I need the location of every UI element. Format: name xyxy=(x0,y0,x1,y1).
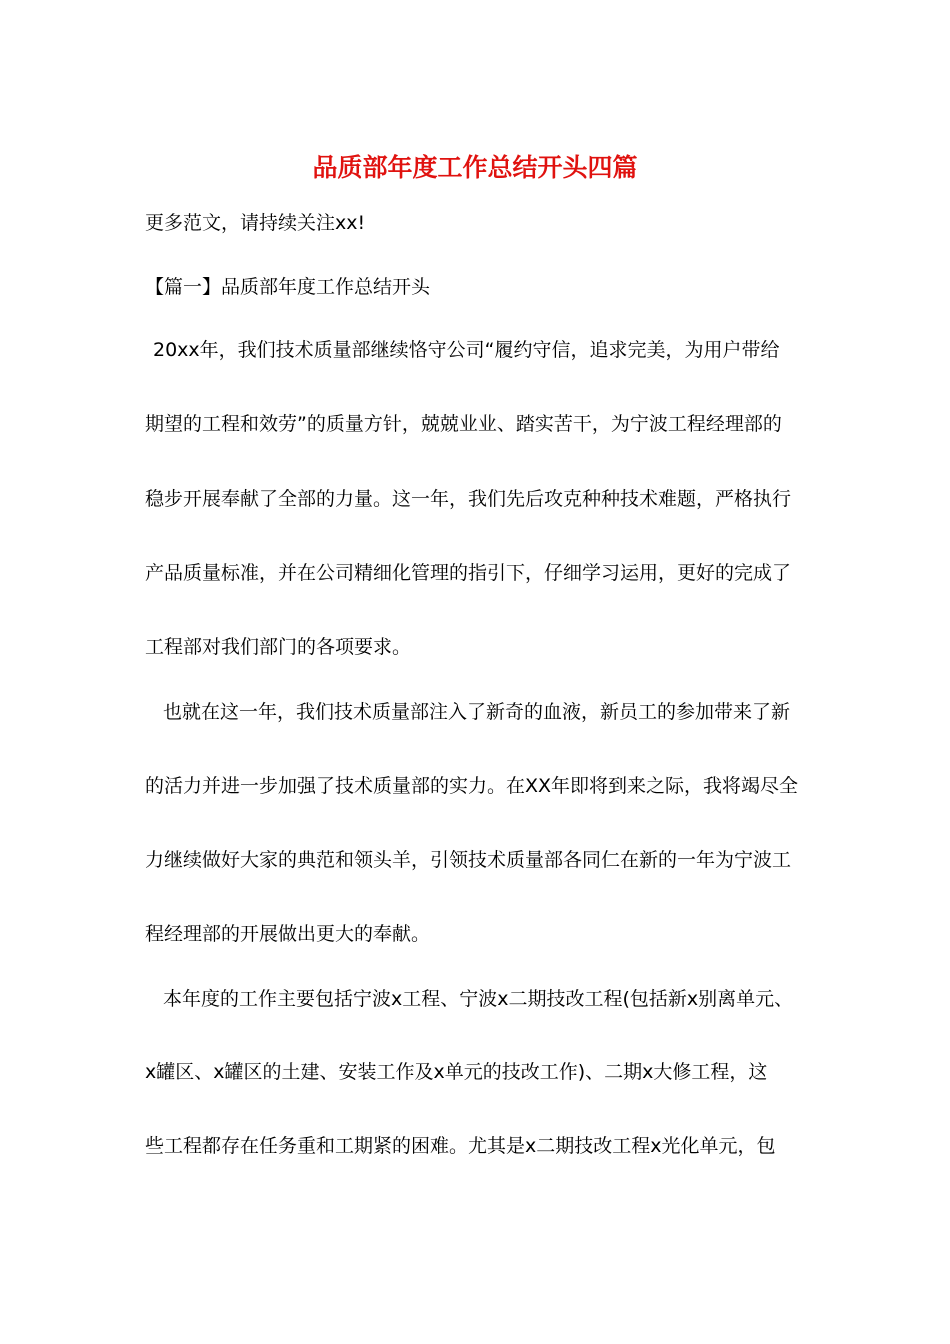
paragraph2-line-4: 程经理部的开展做出更大的奉献。 xyxy=(145,923,431,945)
paragraph1-line-4: 产品质量标准，并在公司精细化管理的指引下，仔细学习运用，更好的完成了 xyxy=(145,562,792,584)
section-heading: 【篇一】品质部年度工作总结开头 xyxy=(145,276,431,298)
paragraph1-line-2: 期望的工程和效劳”的质量方针，兢兢业业、踏实苦干，为宁波工程经理部的 xyxy=(145,413,782,435)
paragraph2-line-3: 力继续做好大家的典范和领头羊，引领技术质量部各同仁在新的一年为宁波工 xyxy=(145,849,792,871)
paragraph1-line-1: 20xx年，我们技术质量部继续恪守公司“履约守信，追求完美，为用户带给 xyxy=(153,339,780,361)
paragraph3-line-3: 些工程都存在任务重和工期紧的困难。尤其是x二期技改工程x光化单元，包 xyxy=(145,1135,776,1157)
paragraph2-line-1: 也就在这一年，我们技术质量部注入了新奇的血液，新员工的参加带来了新 xyxy=(163,701,791,723)
paragraph3-line-1: 本年度的工作主要包括宁波x工程、宁波x二期技改工程(包括新x别离单元、 xyxy=(163,988,794,1010)
intro-line: 更多范文，请持续关注xx! xyxy=(145,212,366,234)
paragraph3-line-2: x罐区、x罐区的土建、安装工作及x单元的技改工作)、二期x大修工程，这 xyxy=(145,1061,768,1083)
paragraph1-line-3: 稳步开展奉献了全部的力量。这一年，我们先后攻克种种技术难题，严格执行 xyxy=(145,488,792,510)
document-title: 品质部年度工作总结开头四篇 xyxy=(312,153,638,182)
paragraph1-line-5: 工程部对我们部门的各项要求。 xyxy=(145,636,412,658)
paragraph2-line-2: 的活力并进一步加强了技术质量部的实力。在XX年即将到来之际，我将竭尽全 xyxy=(145,775,799,797)
